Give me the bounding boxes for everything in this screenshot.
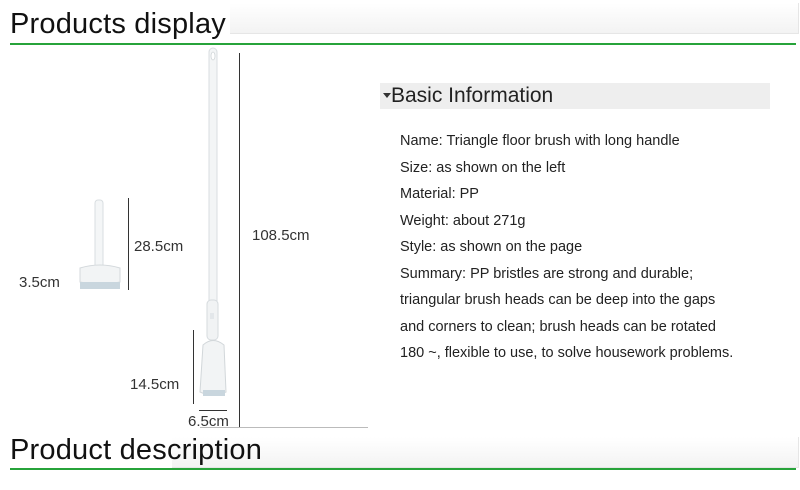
product-description-underline — [10, 468, 796, 470]
info-size: Size: as shown on the left — [400, 159, 566, 176]
small-brush-height-label: 28.5cm — [134, 238, 184, 255]
info-material: Material: PP — [400, 186, 479, 202]
info-summary-line-1: Summary: PP bristles are strong and durable; — [400, 265, 694, 282]
short-brush-illustration — [80, 200, 120, 289]
brush-head-height-label: 14.5cm — [130, 376, 180, 393]
brush-head-width-line — [199, 410, 227, 411]
info-summary-line-2: triangular brush heads can be deep into the gaps — [400, 292, 716, 308]
product-description-heading: Product description — [10, 434, 263, 466]
info-style: Style: as shown on the page — [400, 239, 583, 255]
long-brush-illustration — [200, 48, 226, 396]
products-display-heading: Products display — [10, 8, 226, 40]
info-name: Name: Triangle floor brush with long handle — [400, 133, 680, 149]
long-brush-length-line — [239, 53, 240, 427]
info-summary-line-4: 180 ~, flexible to use, to solve housework problems. — [400, 345, 734, 361]
bottom-header-background — [172, 437, 799, 468]
basic-info-title: Basic Information — [391, 84, 554, 107]
triangle-down-icon — [383, 93, 391, 98]
info-weight: Weight: about 271g — [400, 212, 526, 229]
small-brush-width-label: 3.5cm — [19, 274, 60, 291]
small-brush-height-line — [128, 198, 129, 290]
long-brush-length-label: 108.5cm — [252, 227, 310, 244]
brush-head-width-label: 6.5cm — [188, 413, 229, 430]
brush-head-height-line — [193, 330, 194, 404]
basic-info-list — [400, 128, 790, 367]
info-summary-line-3: and corners to clean; brush heads can be rotated — [400, 318, 716, 335]
